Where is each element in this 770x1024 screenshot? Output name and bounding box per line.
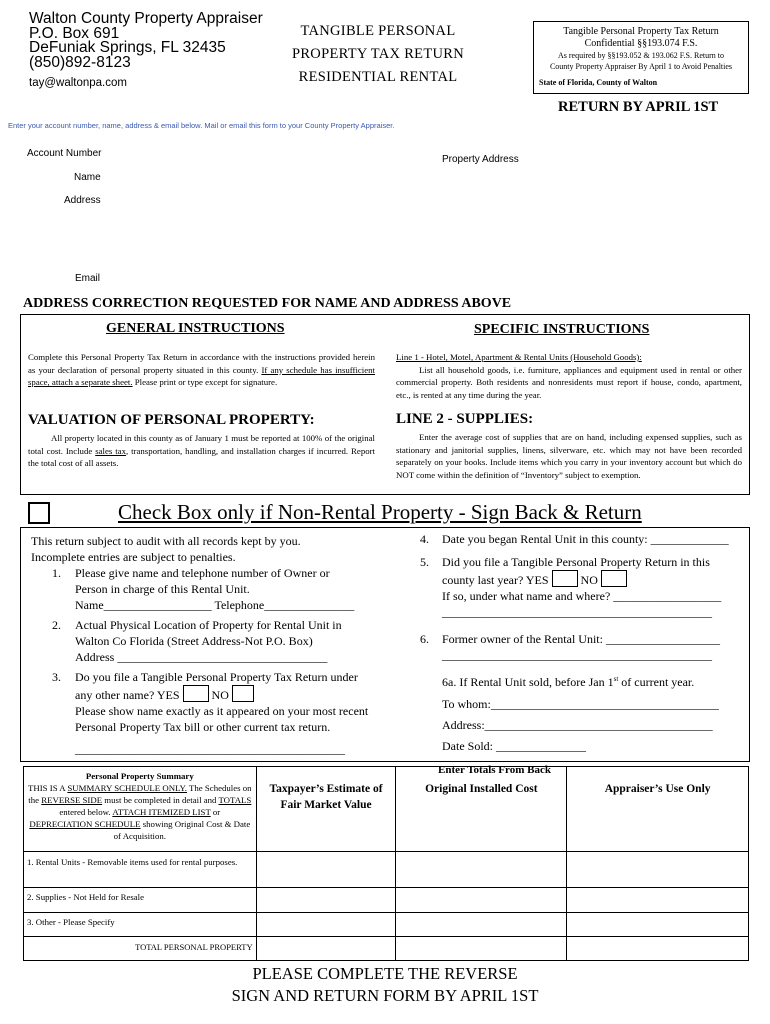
line1-text: List all household goods, i.e. furniture, appliances and equipment used in rental or other commercial property. Both residents and nonresidents must report if house, condo, apartment, etc., is rented at any time during the year. <box>396 364 742 400</box>
line1-label: Line 1 - Hotel, Motel, Apartment & Rental Units (Household Goods): <box>396 352 642 362</box>
enter-totals-label: Enter Totals From Back <box>438 764 551 776</box>
footer <box>0 963 770 1007</box>
total-market-value-cell[interactable] <box>256 937 396 961</box>
sold-address-field[interactable]: Address:______________________________________ <box>442 718 713 732</box>
line2-text: Enter the average cost of supplies that are on hand, including expensed supplies, such as stationary and janitorial supplies, linens, silverware, etc. which may not have been recorded separately on your books. Include items which you carry in your inventory account but which do NOT come within the definition of “Inventory” subject to exemption. <box>396 432 742 480</box>
q5-line[interactable]: _____________________________________________ <box>442 605 712 619</box>
instruction-note: Enter your account number, name, address & email below. Mail or email this form to your County Property Appraiser. <box>8 121 395 130</box>
line2-heading: LINE 2 - SUPPLIES: <box>396 411 534 427</box>
q1-text-a: Please give name and telephone number of Owner or <box>75 566 330 580</box>
form-title-line3: RESIDENTIAL RENTAL <box>298 69 458 85</box>
q5-text-c[interactable]: If so, under what name and where? __________________ <box>442 589 722 603</box>
q3-text-d: Personal Property Tax bill or other current tax return. <box>75 720 331 734</box>
confidential-line4: County Property Appraiser By April 1 to Avoid Penalties <box>549 62 733 71</box>
row-label-supplies: 2. Supplies - Not Held for Resale <box>24 888 257 913</box>
supplies-appraiser-cell <box>567 888 749 913</box>
rental-cost-cell[interactable] <box>396 852 567 888</box>
address-correction-heading: ADDRESS CORRECTION REQUESTED FOR NAME AND ADDRESS ABOVE <box>23 296 512 311</box>
q2-number: 2. <box>52 618 61 632</box>
q1-text-b: Person in charge of this Rental Unit. <box>75 582 250 596</box>
date-sold-field[interactable]: Date Sold: _______________ <box>442 739 586 753</box>
general-text-2: If any schedule has insufficient space, attach a separate sheet. <box>28 364 376 387</box>
confidential-line3: As required by §§193.052 & 193.062 F.S. Return to <box>557 51 725 60</box>
account-number-label: Account Number <box>27 148 102 159</box>
general-instructions-heading: GENERAL INSTRUCTIONS <box>106 321 285 336</box>
q3-no-box[interactable] <box>232 685 254 702</box>
form-title-line2: PROPERTY TAX RETURN <box>291 46 465 62</box>
q3-number: 3. <box>52 670 61 684</box>
footer-line2: SIGN AND RETURN FORM BY APRIL 1ST <box>231 986 539 1005</box>
supplies-market-value-cell[interactable] <box>256 888 396 913</box>
q5-text-a: Did you file a Tangible Personal Property Return in this <box>442 555 710 569</box>
summary-row-total <box>24 937 749 961</box>
email-label: Email <box>75 273 101 284</box>
q4-number: 4. <box>420 532 429 546</box>
q5-no-box[interactable] <box>601 570 627 587</box>
total-appraiser-cell <box>567 937 749 961</box>
summary-row-supplies <box>24 888 749 913</box>
form-title-line1: TANGIBLE PERSONAL <box>300 23 456 39</box>
instructions-box <box>20 314 750 495</box>
valuation-sales-tax: sales tax <box>95 445 126 456</box>
summary-row-other <box>24 913 749 937</box>
summary-description: THIS IS A SUMMARY SCHEDULE ONLY. The Schedules on the REVERSE SIDE must be completed in detail and TOTALS entered below. ATTACH ITEMIZED LIST or DEPRECIATION SCHEDULE showing Original Cost & Date of Acquisition. <box>28 783 252 841</box>
q3-text-b: any other name? YES <box>75 688 180 702</box>
office-name: Walton County Property Appraiser <box>29 10 263 27</box>
question-1 <box>52 565 354 613</box>
to-whom-field[interactable]: To whom:______________________________________ <box>442 697 719 711</box>
summary-title: Personal Property Summary <box>85 771 194 781</box>
rental-appraiser-cell <box>567 852 749 888</box>
col-appraiser-use: Appraiser’s Use Only <box>567 767 749 852</box>
q6-number: 6. <box>420 632 429 646</box>
name-label: Name <box>74 172 101 183</box>
non-rental-checkbox[interactable] <box>28 502 50 524</box>
general-instructions-text <box>28 351 375 389</box>
valuation-heading: VALUATION OF PERSONAL PROPERTY: <box>28 412 315 428</box>
question-2 <box>52 617 342 665</box>
q5-no-label: NO <box>580 573 598 587</box>
summary-row-rental <box>24 852 749 888</box>
q3-yes-box[interactable] <box>183 685 209 702</box>
summary-description-cell <box>24 767 257 852</box>
q6-text[interactable]: Former owner of the Rental Unit: ___________________ <box>442 632 720 646</box>
questions-right <box>420 531 729 754</box>
valuation-text <box>28 432 375 470</box>
property-address-label: Property Address <box>442 154 519 165</box>
q2-text-a: Actual Physical Location of Property for Rental Unit in <box>75 618 342 632</box>
supplies-cost-cell[interactable] <box>396 888 567 913</box>
form-title <box>268 20 488 89</box>
col-original-cost: Original Installed Cost <box>396 767 567 852</box>
other-cost-cell[interactable] <box>396 913 567 937</box>
q3-text-c: Please show name exactly as it appeared on your most recent <box>75 704 369 718</box>
q3-text-a: Do you file a Tangible Personal Property Tax Return under <box>75 670 358 684</box>
questions-left <box>31 533 301 565</box>
q6-line[interactable]: _____________________________________________ <box>442 648 712 662</box>
summary-header-row <box>24 767 749 852</box>
q5-yes-box[interactable] <box>552 570 578 587</box>
q1-number: 1. <box>52 566 61 580</box>
address-label: Address <box>64 195 101 206</box>
valuation-text-2: , transportation, handling, and installation charges if incurred. Report the total cost of all assets. <box>28 445 375 468</box>
footer-line1: PLEASE COMPLETE THE REVERSE <box>252 964 518 983</box>
q2-text-b: Walton Co Florida (Street Address-Not P.O. Box) <box>75 634 313 648</box>
rental-market-value-cell[interactable] <box>256 852 396 888</box>
q4-text[interactable]: Date you began Rental Unit in this county: _____________ <box>442 532 729 546</box>
penalty-note: Incomplete entries are subject to penalties. <box>31 550 236 564</box>
q5-number: 5. <box>420 555 429 569</box>
question-3 <box>52 669 368 757</box>
general-text-3: Please print or type except for signature. <box>132 377 278 387</box>
q3-name-line[interactable]: _____________________________________________ <box>75 742 345 756</box>
row-label-other: 3. Other - Please Specify <box>24 913 257 937</box>
other-appraiser-cell <box>567 913 749 937</box>
valuation-text-1: All property located in this county as of January 1 must be reported at 100% of the original total cost. Include <box>28 433 375 456</box>
office-city: DeFuniak Springs, FL 32435 <box>29 39 226 56</box>
return-by-label: RETURN BY APRIL 1ST <box>558 99 719 115</box>
q1-name-field[interactable]: Name__________________ <box>75 598 212 612</box>
office-phone: (850)892-8123 <box>29 53 131 71</box>
other-market-value-cell[interactable] <box>256 913 396 937</box>
line1-instructions <box>396 351 742 401</box>
q6a-text <box>420 671 729 690</box>
office-block <box>29 12 263 89</box>
summary-table <box>23 766 749 961</box>
office-box: P.O. Box 691 <box>29 24 120 42</box>
non-rental-checkbox-label: Check Box only if Non-Rental Property - Sign Back & Return <box>118 500 642 524</box>
confidential-line1: Tangible Personal Property Tax Return <box>563 26 719 37</box>
office-email: tay@waltonpa.com <box>29 77 127 89</box>
row-label-total: TOTAL PERSONAL PROPERTY <box>24 937 257 961</box>
q1-phone-field[interactable]: Telephone_______________ <box>214 598 355 612</box>
confidential-line5: State of Florida, County of Walton <box>539 78 658 87</box>
confidential-box <box>533 21 749 94</box>
q6a-post: of current year. <box>618 675 695 689</box>
q6a-sup: st <box>613 675 619 683</box>
total-cost-cell[interactable] <box>396 937 567 961</box>
q5-text-b: county last year? YES <box>442 573 549 587</box>
q6a-pre: 6a. If Rental Unit sold, before Jan 1 <box>442 675 614 689</box>
confidential-line2: Confidential §§193.074 F.S. <box>584 38 698 49</box>
audit-note: This return subject to audit with all records kept by you. <box>31 534 301 548</box>
row-label-rental: 1. Rental Units - Removable items used for rental purposes. <box>24 852 257 888</box>
specific-instructions-heading: SPECIFIC INSTRUCTIONS <box>474 322 650 337</box>
q2-address-field[interactable]: Address ___________________________________ <box>75 650 328 664</box>
general-text-1: Complete this Personal Property Tax Return in accordance with the instructions provided herein as your declaration of personal property situated in this county. <box>28 352 375 375</box>
col-fair-market-value: Taxpayer’s Estimate of Fair Market Value <box>256 767 396 852</box>
q3-no-label: NO <box>211 688 229 702</box>
